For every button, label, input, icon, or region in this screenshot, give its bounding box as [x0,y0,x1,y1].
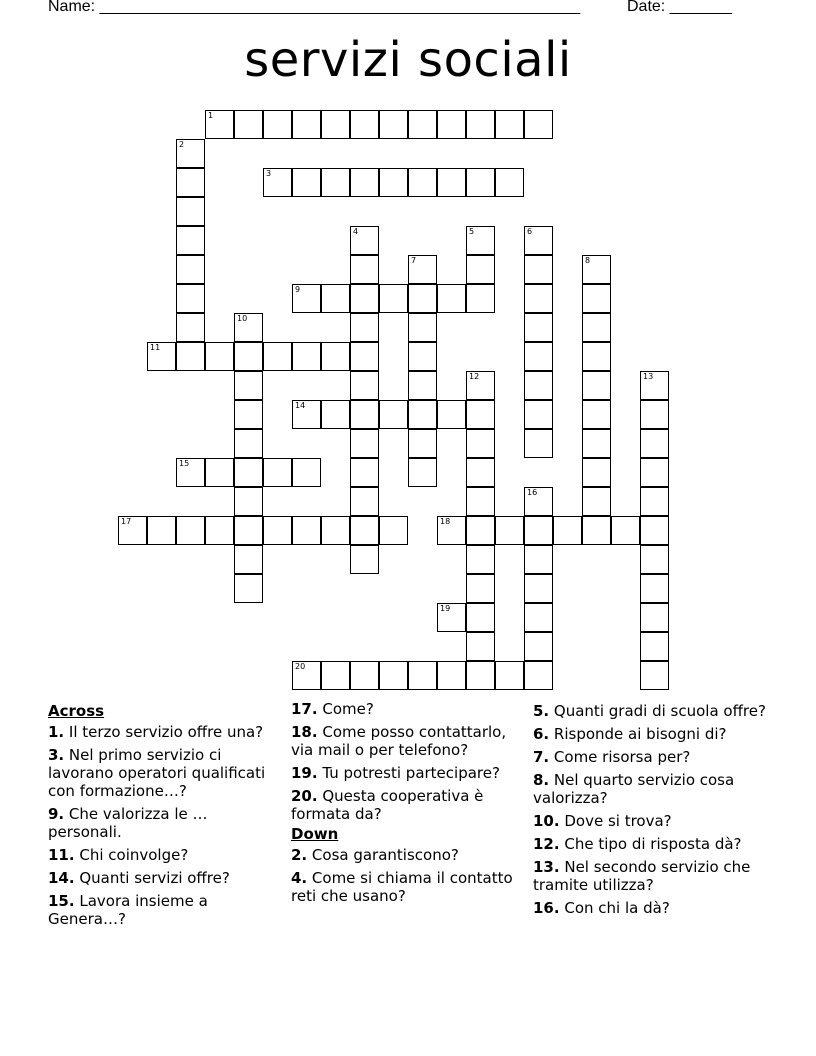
grid-cell[interactable] [234,574,263,603]
cell-number: 9 [295,285,301,294]
grid-cell[interactable] [524,429,553,458]
grid-cell[interactable] [524,603,553,632]
grid-cell[interactable] [350,516,379,545]
grid-cell[interactable] [640,429,669,458]
grid-cell[interactable] [176,458,205,487]
grid-cell[interactable] [176,168,205,197]
grid-cell[interactable] [350,545,379,574]
grid-cell[interactable] [437,110,466,139]
grid-cell[interactable] [640,632,669,661]
name-field[interactable]: Name: ______________________________________________________ [48,0,581,15]
grid-cell[interactable] [263,342,292,371]
cell-number: 14 [295,401,306,410]
grid-cell[interactable] [640,545,669,574]
grid-cell[interactable] [321,168,350,197]
grid-cell[interactable] [292,400,321,429]
date-field[interactable]: Date: _______ [627,0,732,15]
grid-cell[interactable] [640,400,669,429]
grid-cell[interactable] [350,371,379,400]
grid-cell[interactable] [408,400,437,429]
grid-cell[interactable] [263,110,292,139]
grid-cell[interactable] [640,487,669,516]
cell-number: 17 [121,517,132,526]
grid-cell[interactable] [176,516,205,545]
grid-cell[interactable] [350,661,379,690]
grid-cell[interactable] [292,458,321,487]
grid-cell[interactable] [582,371,611,400]
grid-cell[interactable] [408,110,437,139]
across-clue-3: 3. Nel primo servizio ci lavorano operatori qualificati con formazione…? [48,746,266,800]
grid-cell[interactable] [263,168,292,197]
grid-cell[interactable] [176,197,205,226]
grid-cell[interactable] [234,371,263,400]
grid-cell[interactable] [408,371,437,400]
grid-cell[interactable] [234,400,263,429]
grid-cell[interactable] [176,342,205,371]
grid-cell[interactable] [379,284,408,313]
down-clue-13: 13. Nel secondo servizio che tramite utilizza? [533,858,751,894]
grid-cell[interactable] [582,255,611,284]
grid-cell[interactable] [176,226,205,255]
grid-cell[interactable] [640,458,669,487]
grid-cell[interactable] [350,226,379,255]
grid-cell[interactable] [408,255,437,284]
cell-number: 12 [469,372,480,381]
grid-cell[interactable] [466,168,495,197]
grid-cell[interactable] [582,458,611,487]
grid-cell[interactable] [321,110,350,139]
grid-cell[interactable] [553,516,582,545]
grid-cell[interactable] [524,545,553,574]
grid-cell[interactable] [640,574,669,603]
grid-cell[interactable] [263,516,292,545]
grid-cell[interactable] [466,255,495,284]
grid-cell[interactable] [495,661,524,690]
grid-cell[interactable] [437,603,466,632]
grid-cell[interactable] [524,284,553,313]
grid-cell[interactable] [234,110,263,139]
grid-cell[interactable] [292,284,321,313]
down-clue-12: 12. Che tipo di risposta dà? [533,835,742,853]
grid-cell[interactable] [379,400,408,429]
grid-cell[interactable] [321,516,350,545]
cell-number: 8 [585,256,591,265]
grid-cell[interactable] [350,313,379,342]
grid-cell[interactable] [524,255,553,284]
cell-number: 10 [237,314,248,323]
cell-number: 5 [469,227,475,236]
grid-cell[interactable] [234,429,263,458]
across-clue-11: 11. Chi coinvolge? [48,846,189,864]
grid-cell[interactable] [582,284,611,313]
grid-cell[interactable] [524,110,553,139]
grid-cell[interactable] [118,516,147,545]
grid-cell[interactable] [437,400,466,429]
across-clue-19: 19. Tu potresti partecipare? [291,764,500,782]
down-clue-7: 7. Come risorsa per? [533,748,691,766]
down-clue-5: 5. Quanti gradi di scuola offre? [533,702,766,720]
grid-cell[interactable] [147,342,176,371]
grid-cell[interactable] [350,255,379,284]
across-clue-1: 1. Il terzo servizio offre una? [48,723,264,741]
grid-cell[interactable] [408,342,437,371]
grid-cell[interactable] [234,487,263,516]
grid-cell[interactable] [466,661,495,690]
grid-cell[interactable] [437,168,466,197]
grid-cell[interactable] [582,400,611,429]
cell-number: 3 [266,169,272,178]
grid-cell[interactable] [524,632,553,661]
grid-cell[interactable] [495,110,524,139]
grid-cell[interactable] [408,429,437,458]
grid-cell[interactable] [611,516,640,545]
grid-cell[interactable] [234,458,263,487]
cell-number: 6 [527,227,533,236]
grid-cell[interactable] [466,284,495,313]
across-clue-17: 17. Come? [291,700,374,718]
grid-cell[interactable] [437,516,466,545]
grid-cell[interactable] [350,342,379,371]
grid-cell[interactable] [582,487,611,516]
grid-cell[interactable] [408,458,437,487]
down-clue-6: 6. Risponde ai bisogni di? [533,725,727,743]
cell-number: 2 [179,140,185,149]
grid-cell[interactable] [466,400,495,429]
grid-cell[interactable] [234,342,263,371]
grid-cell[interactable] [350,168,379,197]
grid-cell[interactable] [350,284,379,313]
down-clue-4: 4. Come si chiama il contatto reti che usano? [291,869,513,905]
grid-cell[interactable] [582,342,611,371]
grid-cell[interactable] [524,313,553,342]
grid-cell[interactable] [408,168,437,197]
across-heading: Across [48,702,105,720]
grid-cell[interactable] [379,516,408,545]
grid-cell[interactable] [147,516,176,545]
clues-column-2 [291,700,527,910]
grid-cell[interactable] [408,284,437,313]
grid-cell[interactable] [437,661,466,690]
grid-cell[interactable] [321,342,350,371]
grid-cell[interactable] [640,371,669,400]
grid-cell[interactable] [176,284,205,313]
grid-cell[interactable] [292,110,321,139]
grid-cell[interactable] [524,574,553,603]
grid-cell[interactable] [205,458,234,487]
grid-cell[interactable] [524,342,553,371]
grid-cell[interactable] [350,400,379,429]
grid-cell[interactable] [350,110,379,139]
down-clue-16: 16. Con chi la dà? [533,899,670,917]
grid-cell[interactable] [350,487,379,516]
grid-cell[interactable] [524,371,553,400]
down-clue-2: 2. Cosa garantiscono? [291,846,459,864]
cell-number: 15 [179,459,190,468]
across-clue-18: 18. Come posso contattarlo, via mail o per telefono? [291,723,507,759]
grid-cell[interactable] [466,371,495,400]
across-clue-9: 9. Che valorizza le … personali. [48,805,208,841]
grid-cell[interactable] [350,458,379,487]
grid-cell[interactable] [582,516,611,545]
down-clue-10: 10. Dove si trova? [533,812,672,830]
grid-cell[interactable] [466,603,495,632]
grid-cell[interactable] [292,661,321,690]
grid-cell[interactable] [408,313,437,342]
grid-cell[interactable] [234,313,263,342]
grid-cell[interactable] [205,342,234,371]
grid-cell[interactable] [321,400,350,429]
grid-cell[interactable] [292,516,321,545]
grid-cell[interactable] [466,429,495,458]
grid-cell[interactable] [582,313,611,342]
grid-cell[interactable] [205,110,234,139]
grid-cell[interactable] [321,284,350,313]
grid-cell[interactable] [437,284,466,313]
grid-cell[interactable] [234,545,263,574]
grid-cell[interactable] [466,110,495,139]
grid-cell[interactable] [350,429,379,458]
grid-cell[interactable] [263,458,292,487]
grid-cell[interactable] [524,226,553,255]
across-clue-20: 20. Questa cooperativa è formata da? [291,787,484,823]
clues-column-1 [48,700,283,933]
grid-cell[interactable] [524,661,553,690]
grid-cell[interactable] [466,574,495,603]
clues-column-3 [533,700,773,922]
grid-cell[interactable] [582,429,611,458]
grid-cell[interactable] [321,661,350,690]
puzzle-title: servizi sociali [244,32,572,88]
grid-cell[interactable] [176,255,205,284]
grid-cell[interactable] [466,458,495,487]
down-clue-8: 8. Nel quarto servizio cosa valorizza? [533,771,735,807]
cell-number: 16 [527,488,538,497]
grid-cell[interactable] [495,168,524,197]
grid-cell[interactable] [176,313,205,342]
grid-cell[interactable] [379,110,408,139]
grid-cell[interactable] [524,487,553,516]
grid-cell[interactable] [640,661,669,690]
cell-number: 18 [440,517,451,526]
grid-cell[interactable] [234,516,263,545]
cell-number: 1 [208,111,214,120]
grid-cell[interactable] [640,516,669,545]
grid-cell[interactable] [466,545,495,574]
grid-cell[interactable] [292,342,321,371]
grid-cell[interactable] [176,139,205,168]
grid-cell[interactable] [379,168,408,197]
cell-number: 13 [643,372,654,381]
grid-cell[interactable] [466,487,495,516]
grid-cell[interactable] [379,661,408,690]
cell-number: 19 [440,604,451,613]
grid-cell[interactable] [495,516,524,545]
grid-cell[interactable] [466,226,495,255]
cell-number: 20 [295,662,306,671]
across-clue-14: 14. Quanti servizi offre? [48,869,230,887]
grid-cell[interactable] [466,516,495,545]
grid-cell[interactable] [524,516,553,545]
cell-number: 4 [353,227,359,236]
cell-number: 7 [411,256,417,265]
cell-number: 11 [150,343,161,352]
grid-cell[interactable] [408,661,437,690]
grid-cell[interactable] [205,516,234,545]
grid-cell[interactable] [640,603,669,632]
grid-cell[interactable] [524,400,553,429]
across-clue-15: 15. Lavora insieme a Genera…? [48,892,208,928]
grid-cell[interactable] [292,168,321,197]
down-heading: Down [291,825,339,843]
grid-cell[interactable] [466,632,495,661]
